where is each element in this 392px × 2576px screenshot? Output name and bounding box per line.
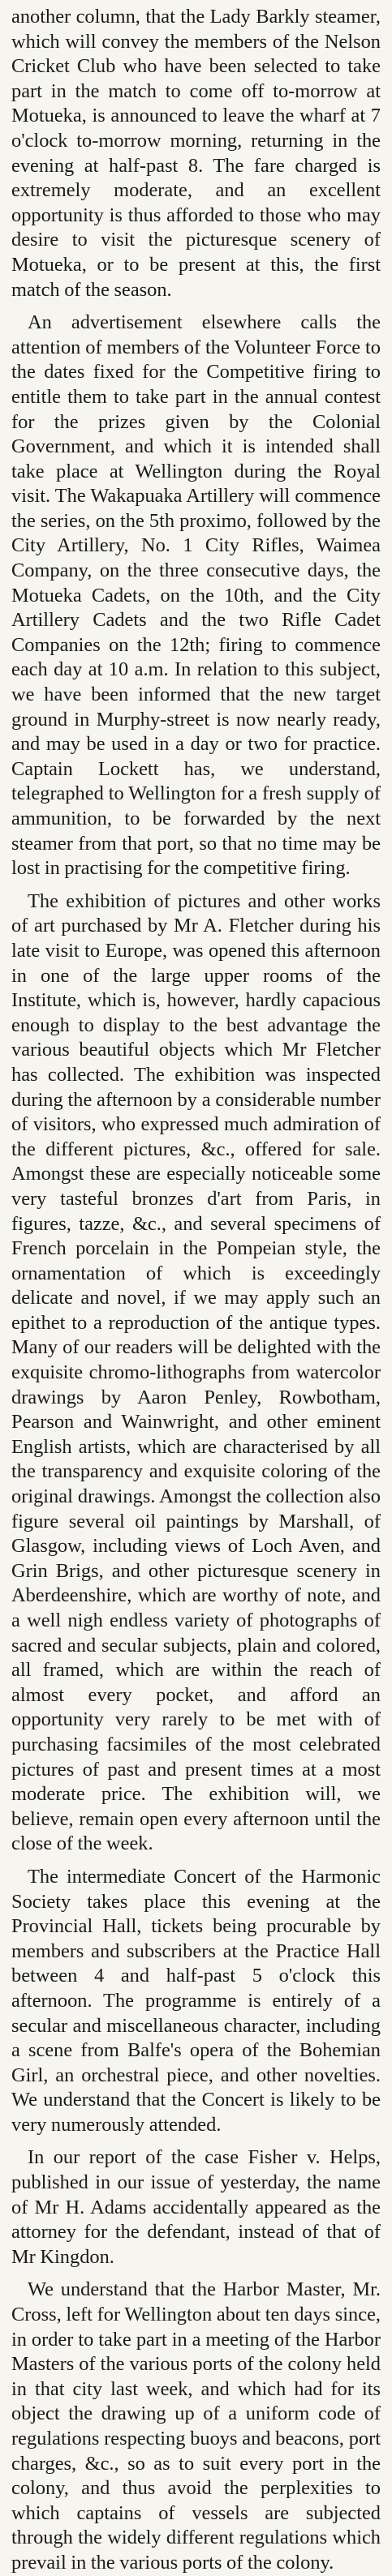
article-paragraph-harmonic-concert: The intermediate Concert of the Harmonic Society takes place this evening at the Provincial Hall, tickets being procurable by members and subscribers at the Practice Hall between 4 and half-past 5 o'clock this afternoon. The programme is entirely of a secular and miscellaneous character, including a scene from Balfe's opera of the Bohemian Girl, an orchestral piece, and other novelties. We understand that the Concert is likely to be very numerously attended.: [11, 1865, 381, 2136]
article-paragraph-harbor-master: We understand that the Harbor Master, Mr. Cross, left for Wellington about ten days since, in order to take part in a meeting of the Harbor Masters of the various ports of the colony held in that city last week, and which had for its object the drawing up of a uniform code of regulations respecting buoys and beacons, port charges, &c., so as to suit every port in the colony, and thus avoid the perplexities to which captains of vessels are subjected through the widely different regulations which prevail in the various ports of the colony.: [11, 2278, 381, 2574]
article-paragraph-volunteer-firing: An advertisement elsewhere calls the attention of members of the Volunteer Force to the dates fixed for the Competitive firing to entitle them to take part in the annual contest for the prizes given by the Colonial Government, and which it is intended shall take place at Wellington during the Royal visit. The Wakapuaka Artillery will commence the series, on the 5th proximo, followed by the City Artillery, No. 1 City Rifles, Waimea Company, on the three consecutive days, the Motueka Cadets, on the 10th, and the City Artillery Cadets and the two Rifle Cadet Companies on the 12th; firing to commence each day at 10 a.m. In relation to this subject, we have been informed that the new target ground in Murphy-street is now nearly ready, and may be used in a day or two for practice. Captain Lockett has, we understand, telegraphed to Wellington for a fresh supply of ammunition, to be forwarded by the next steamer from that port, so that no time may be lost in practising for the competitive firing.: [11, 311, 381, 880]
article-paragraph-art-exhibition: The exhibition of pictures and other works of art purchased by Mr A. Fletcher during his late visit to Europe, was opened this afternoon in one of the large upper rooms of the Institute, which is, however, hardly capacious enough to display to the best advantage the various beautiful objects which Mr Fletcher has collected. The exhibition was inspected during the afternoon by a considerable number of visitors, who expressed much admiration of the different pictures, &c., offered for sale. Amongst these are especially noticeable some very tasteful bronzes d'art from Paris, in figures, tazze, &c., and several specimens of French porcelain in the Pompeian style, the ornamentation of which is exceedingly delicate and novel, if we may apply such an epithet to a reproduction of the antique types. Many of our readers will be delighted with the exquisite chromo-lithographs from watercolor drawings by Aaron Penley, Rowbotham, Pearson and Wainwright, and other eminent English artists, which are characterised by all the transparency and exquisite coloring of the original drawings. Amongst the collection also figure several oil paintings by Marshall, of Glasgow, including views of Loch Aven, and Grin Brigs, and other picturesque scenery in Aberdeenshire, which are worthy of note, and a well nigh endless variety of photographs of sacred and secular subjects, plain and colored, all framed, which are within the reach of almost every pocket, and afford an opportunity very rarely to be met with of purchasing facsimiles of the most celebrated pictures of past and present times at a most moderate price. The exhibition will, we believe, remain open every afternoon until the close of the week.: [11, 889, 381, 1855]
article-paragraph-cricket-steamer: another column, that the Lady Barkly steamer, which will convey the members of the Nelson Cricket Club who have been selected to take part in the match to come off to-morrow at Motueka, is announced to leave the wharf at 7 o'clock to-morrow morning, returning in the evening at half-past 8. The fare charged is extremely moderate, and an excellent opportunity is thus afforded to those who may desire to visit the picturesque scenery of Motueka, or to be present at this, the first match of the season.: [11, 6, 381, 301]
article-paragraph-correction: In our report of the case Fisher v. Helps, published in our issue of yesterday, the name of Mr H. Adams accidentally appeared as the attorney for the defendant, instead of that of Mr Kingdon.: [11, 2146, 381, 2268]
